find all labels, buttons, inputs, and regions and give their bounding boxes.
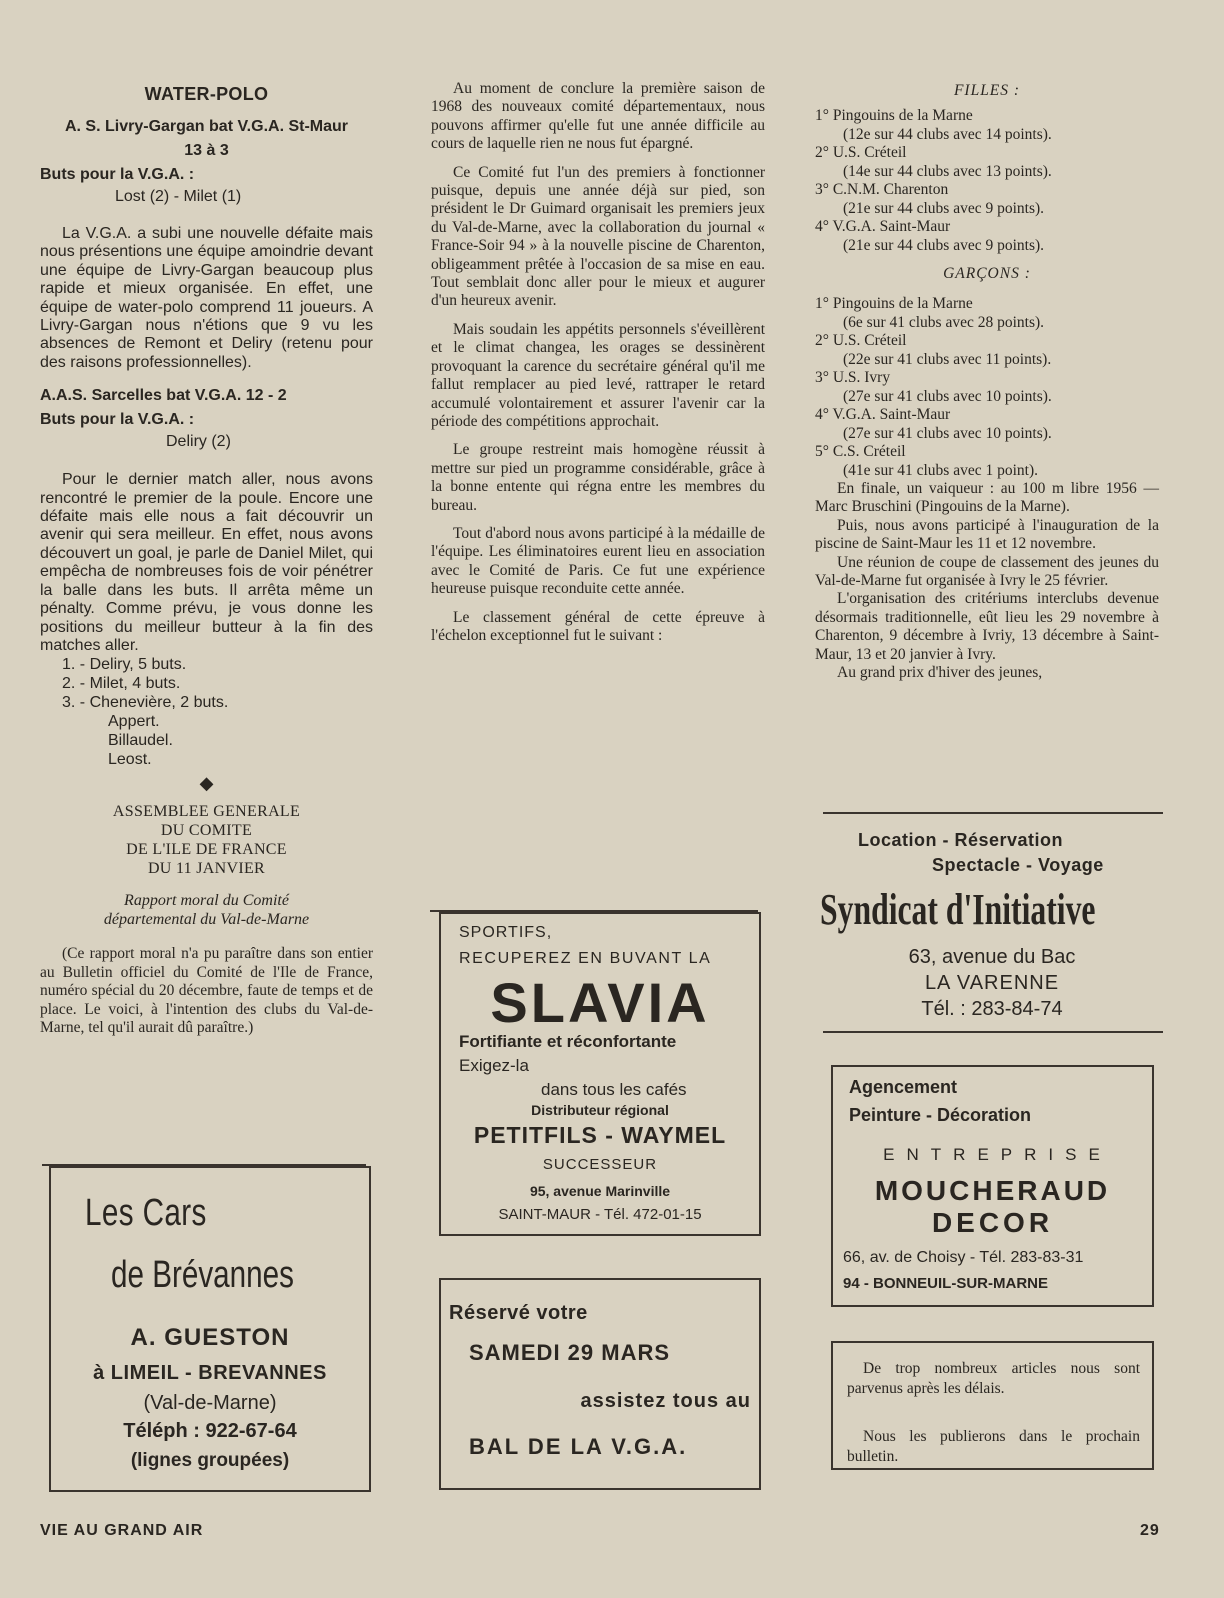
filles-rank-3: 3° C.N.M. Charenton	[815, 181, 949, 198]
match2-heading: A.A.S. Sarcelles bat V.G.A. 12 - 2	[40, 387, 287, 405]
filles-rank-3-detail: (21e sur 44 clubs avec 9 points).	[843, 199, 1045, 217]
scorer-rank-3: 3. - Chenevière, 2 buts.	[62, 694, 229, 712]
garcons-rank-2: 2° U.S. Créteil	[815, 332, 907, 349]
syndicat-city: LA VARENNE	[924, 972, 1060, 994]
syndicat-address: 63, avenue du Bac	[908, 946, 1076, 968]
syndicat-line1: Location - Réservation	[858, 830, 1064, 850]
slavia-address: 95, avenue Marinville	[529, 1183, 671, 1199]
assembly-title-line2: DU COMITE	[160, 822, 253, 840]
slavia-line1: SPORTIFS,	[459, 924, 553, 941]
column-left	[40, 84, 373, 1037]
assembly-title-line1: ASSEMBLEE GENERALE	[112, 803, 301, 821]
bal-date: SAMEDI 29 MARS	[469, 1340, 671, 1365]
paragraph-grand-prix: Au grand prix d'hiver des jeunes,	[837, 664, 1043, 682]
cars-phone: Téléph : 922-67-64	[123, 1420, 297, 1442]
slavia-line3: Fortifiante et réconfortante	[459, 1032, 677, 1051]
filles-heading: FILLES :	[953, 82, 1021, 99]
moucheraud-line2: Peinture - Décoration	[849, 1105, 1032, 1125]
moucheraud-address: 66, av. de Choisy - Tél. 283-83-31	[843, 1249, 1084, 1266]
paragraph-livry: La V.G.A. a subi une nouvelle défaite mais nous présentions une équipe amoindrie devant une équipe de Livry-Gargan beaucoup plus rapide et mieux organisée. En effet, une équipe de water-polo comprend 11 joueurs. A Livry-Gargan nous n'étions que 9 vu les absences de Remont et Deliry (retenu pour des raisons professionnelles).	[40, 225, 373, 371]
slavia-phone: SAINT-MAUR - Tél. 472-01-15	[498, 1206, 702, 1223]
scorer-rank-2: 2. - Milet, 4 buts.	[62, 675, 181, 693]
match2-buts-label: Buts pour la V.G.A. :	[40, 411, 195, 429]
bal-line4: BAL DE LA V.G.A.	[469, 1434, 688, 1459]
assembly-title-line4: DU 11 JANVIER	[147, 860, 266, 878]
filles-rank-1-detail: (12e sur 44 clubs avec 14 points).	[843, 125, 1052, 143]
notice-paragraph-1: De trop nombreux articles nous sont parvenus après les délais.	[847, 1360, 1140, 1397]
syndicat-line2: Spectacle - Voyage	[932, 855, 1104, 875]
paragraph-criteriums: L'organisation des critériums interclubs devenue désormais traditionnelle, eût lieu les 29 novembre à Charenton, 9 décembre à Ivriy, 13 décembre à Saint-Maur, 13 et 20 janvier à Ivry.	[815, 590, 1159, 663]
notice-paragraph-2: Nous les publierons dans le prochain bulletin.	[847, 1428, 1140, 1465]
scorer-leost: Leost.	[108, 751, 152, 769]
syndicat-phone: Tél. : 283-84-74	[921, 998, 1063, 1020]
garcons-heading: GARÇONS :	[943, 265, 1031, 282]
rapport-title-line1: Rapport moral du Comité	[124, 892, 289, 910]
scorer-billaudel: Billaudel.	[108, 732, 173, 750]
scorer-appert: Appert.	[108, 713, 160, 731]
garcons-rank-1-detail: (6e sur 41 clubs avec 28 points).	[843, 313, 1045, 331]
ad-les-cars-brevannes	[49, 1166, 371, 1492]
cars-note: (lignes groupées)	[130, 1450, 290, 1471]
moucheraud-line3: ENTREPRISE	[883, 1145, 1112, 1164]
notice-box	[831, 1341, 1154, 1470]
slavia-line5: dans tous les cafés	[541, 1080, 687, 1099]
match1-buts-label: Buts pour la V.G.A. :	[40, 166, 195, 183]
filles-rank-2: 2° U.S. Créteil	[815, 144, 907, 161]
paragraph-sarcelles: Pour le dernier match aller, nous avons rencontré le premier de la poule. Encore une défaite mais elle nous a fait découvrir un avenir qui sera meilleur. En effet, nous avons découvert un goal, je parle de Daniel Milet, qui empêcha de nombreuses fois de voir pénétrer la balle dans les buts. Il arrêta même un pénalty. Comme prévu, je vous donne les positions du meilleur butteur à la fin des matches aller.	[40, 471, 373, 654]
cars-owner: A. GUESTON	[130, 1324, 290, 1351]
syndicat-name: Syndicat d'Initiative	[820, 885, 1096, 934]
garcons-rank-3-detail: (27e sur 41 clubs avec 10 points).	[843, 387, 1052, 405]
footer-magazine-title: VIE AU GRAND AIR	[40, 1522, 204, 1539]
filles-rank-4: 4° V.G.A. Saint-Maur	[815, 218, 951, 235]
moucheraud-line1: Agencement	[849, 1077, 958, 1097]
cars-line1: Les Cars	[85, 1192, 207, 1234]
section-title-water-polo: WATER-POLO	[144, 84, 269, 104]
filles-rank-1: 1° Pingouins de la Marne	[815, 107, 973, 124]
cars-dept: (Val-de-Marne)	[143, 1392, 277, 1414]
paragraph-groupe: Le groupe restreint mais homogène réussit à mettre sur pied un programme considérable, grâce à la bonne entente qui régna entre les membres du bureau.	[431, 441, 765, 514]
garcons-rank-4-detail: (27e sur 41 clubs avec 10 points).	[843, 424, 1052, 442]
ad-bal-vga	[439, 1278, 761, 1490]
paragraph-intro: Au moment de conclure la première saison de 1968 des nouveaux comité départementaux, nous pouvons affirmer qu'elle fut une année difficile au cours de laquelle rien ne nous fut épargné.	[431, 80, 765, 153]
match1-heading: A. S. Livry-Gargan bat V.G.A. St-Maur	[64, 118, 349, 135]
paragraph-inauguration: Puis, nous avons participé à l'inauguration de la piscine de Saint-Maur les 11 et 12 novembre.	[815, 516, 1159, 553]
paragraph-reunion: Une réunion de coupe de classement des jeunes du Val-de-Marne fut organisée à Ivry le 25 février.	[815, 553, 1159, 590]
slavia-successeur: SUCCESSEUR	[542, 1156, 658, 1173]
paragraph-classement: Le classement général de cette épreuve à l'échelon exceptionnel fut le suivant :	[431, 608, 765, 644]
divider-line	[823, 812, 1163, 814]
filles-rank-4-detail: (21e sur 44 clubs avec 9 points).	[843, 236, 1045, 254]
match1-score: 13 à 3	[184, 142, 229, 159]
garcons-ranking-list	[815, 295, 1159, 480]
paragraph-rapport-intro: (Ce rapport moral n'a pu paraître dans son entier au Bulletin officiel du Comité de l'Ile de France, numéro spécial du 20 décembre, faute de temps et de place. Le voici, à l'intention des clubs du Val-de-Marne, tel qu'il aurait dû paraître.)	[40, 945, 373, 1036]
garcons-rank-5: 5° C.S. Créteil	[815, 443, 906, 460]
garcons-rank-5-detail: (41e sur 41 clubs avec 1 point).	[843, 461, 1038, 479]
slavia-line4: Exigez-la	[459, 1056, 529, 1075]
bal-line1: Réservé votre	[449, 1302, 588, 1324]
paragraph-medaille: Tout d'abord nous avons participé à la médaille de l'équipe. Les éliminatoires eurent lieu en association avec le Comité de Paris. Ce fut une expérience heureuse puisque reconduite cette année.	[431, 524, 765, 598]
page-number: 29	[1140, 1522, 1160, 1539]
garcons-rank-4: 4° V.G.A. Saint-Maur	[815, 406, 951, 423]
slavia-line6: Distributeur régional	[531, 1102, 669, 1118]
diamond-ornament: ◆	[199, 773, 214, 794]
garcons-rank-2-detail: (22e sur 41 clubs avec 11 points).	[843, 350, 1052, 368]
column-middle	[431, 80, 765, 655]
garcons-rank-3: 3° U.S. Ivry	[815, 369, 891, 386]
slavia-line2: RECUPEREZ EN BUVANT LA	[459, 950, 712, 967]
cars-line2: de Brévannes	[111, 1254, 294, 1296]
assembly-title-line3: DE L'ILE DE FRANCE	[126, 841, 287, 859]
paragraph-finale: En finale, un vaiqueur : au 100 m libre 1956 — Marc Bruschini (Pingouins de la Marne).	[815, 480, 1159, 516]
match1-scorers: Lost (2) - Milet (1)	[115, 188, 242, 205]
slavia-brand: SLAVIA	[490, 971, 710, 1034]
cars-place: à LIMEIL - BREVANNES	[93, 1362, 327, 1384]
column-right	[815, 80, 1159, 682]
ad-moucheraud-decor	[831, 1065, 1154, 1307]
moucheraud-decor: DECOR	[931, 1207, 1054, 1238]
filles-rank-2-detail: (14e sur 44 clubs avec 13 points).	[843, 162, 1052, 180]
bal-line3: assistez tous au	[580, 1390, 751, 1412]
slavia-distributor: PETITFILS - WAYMEL	[473, 1122, 727, 1148]
divider-line	[823, 1031, 1163, 1033]
filles-ranking-list	[815, 107, 1159, 255]
moucheraud-name: MOUCHERAUD	[874, 1175, 1111, 1206]
ad-syndicat-initiative	[820, 830, 1164, 1030]
match2-scorers: Deliry (2)	[166, 433, 231, 451]
garcons-rank-1: 1° Pingouins de la Marne	[815, 295, 973, 312]
moucheraud-city: 94 - BONNEUIL-SUR-MARNE	[843, 1275, 1049, 1292]
ad-slavia	[439, 912, 761, 1236]
rapport-title-line2: départemental du Val-de-Marne	[103, 911, 310, 929]
scorer-rank-1: 1. - Deliry, 5 buts.	[62, 656, 187, 674]
paragraph-comite: Ce Comité fut l'un des premiers à fonctionner puisque, depuis une année déjà sur pied, son président le Dr Guimard organisait les premiers jeux du Val-de-Marne, avec la collaboration du journal « France-Soir 94 » à la nouvelle piscine de Charenton, obligeamment prêtée à l'occasion de sa mise en eau. Tout semblait donc aller pour le mieux et augurer d'un heureux avenir.	[431, 163, 765, 310]
paragraph-appetits: Mais soudain les appétits personnels s'éveillèrent et le climat changea, les orages se dessinèrent provoquant la carence du secrétaire général qu'il me fallut remplacer au pied levé, rattraper le retard accumulé volontairement et assurer l'avenir car la période des compétitions approchait.	[431, 320, 765, 430]
